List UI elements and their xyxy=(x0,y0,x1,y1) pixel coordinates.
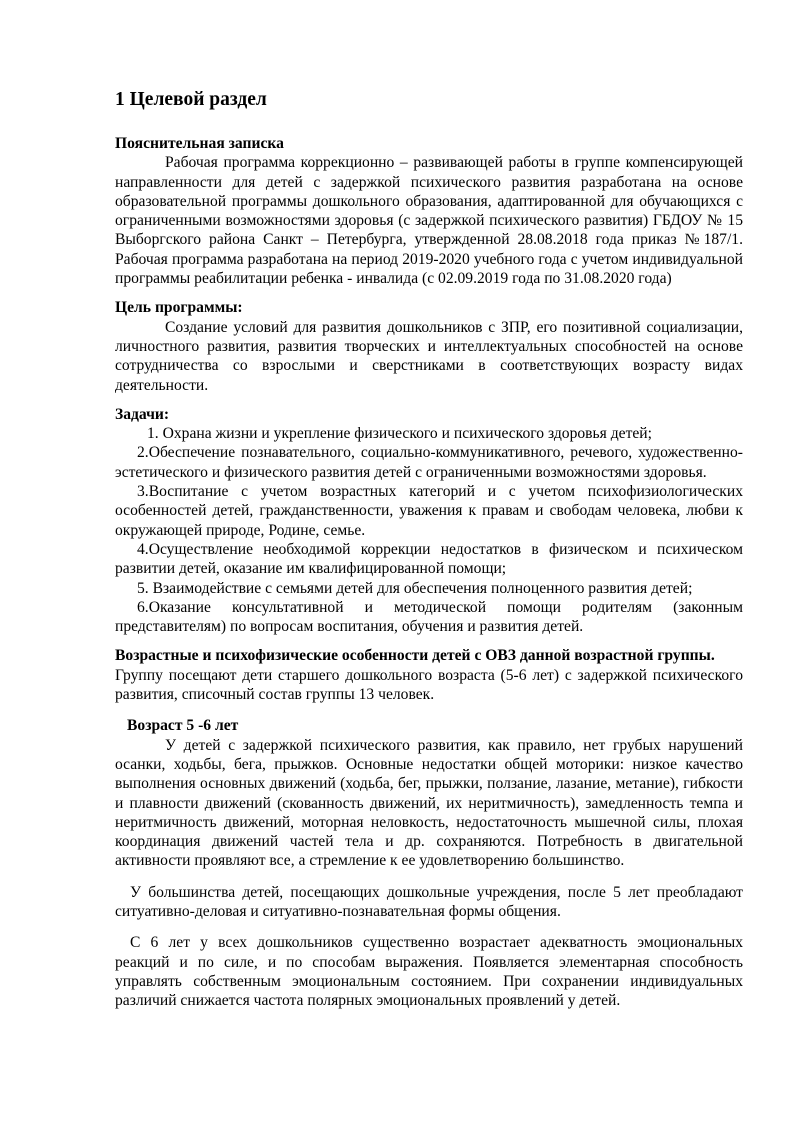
task-item-2: 2.Обеспечение познавательного, социально-коммуникативного, речевого, художественно-эстетического и физического развития детей с ограниченными возможностями здоровья. xyxy=(115,444,743,481)
goal-title: Цель программы: xyxy=(115,299,243,317)
explanatory-note-text: Рабочая программа коррекционно – развивающей работы в группе компенсирующей направленности для детей с задержкой психического развития разработана на основе образовательной программы дошкольного образования, адаптированной для обучающихся с ограниченными возможностями здоровья (с задержкой психического развития) ГБДОУ № 15 Выборгского района Санкт – Петербурга, утвержденной 28.08.2018 года приказ №187/1. Рабочая программа разработана на период 2019-2020 учебного года с учетом индивидуальной программы реабилитации ребенка - инвалида (с 02.09.2019 года по 31.08.2020 года) xyxy=(115,154,743,288)
document-page xyxy=(115,88,743,1010)
age-paragraph-3: С 6 лет у всех дошкольников существенно возрастает адекватность эмоциональных реакций и по силе, и по способам выражения. Появляется элементарная способность управлять собственным эмоциональным состоянием. При сохранении индивидуальных различий снижается частота полярных эмоциональных проявлений у детей. xyxy=(115,934,743,1010)
task-item-4: 4.Осуществление необходимой коррекции недостатков в физическом и психическом развитии детей, оказание им квалифицированной помощи; xyxy=(115,540,743,578)
age-title: Возраст 5 -6 лет xyxy=(127,717,239,735)
age-paragraph-1: У детей с задержкой психического развития, как правило, нет грубых нарушений осанки, ходьбы, бега, прыжков. Основные недостатки общей моторики: низкое качество выполнения основных движений (ходьба, бег, прыжки, ползание, лазание, метание), гибкости и плавности движений (скованность движений, их неритмичность), замедленность темпа и неритмичность движений, моторная неловкость, недостаточность мышечной силы, плохая координация движений частей тела и др. сохраняются. Потребность в двигательной активности проявляют все, а стремление к ее удовлетворению большинство. xyxy=(115,736,743,870)
task-item-6: 6.Оказание консультативной и методической помощи родителям (законным представителям) по вопросам воспитания, обучения и развития детей. xyxy=(115,598,743,636)
features-text: Группу посещают дети старшего дошкольного возраста (5-6 лет) с задержкой психического развития, списочный состав группы 13 человек. xyxy=(115,666,743,704)
features-title: Возрастные и психофизические особенности детей с ОВЗ данной возрастной группы. xyxy=(115,647,715,665)
task-item-5: 5. Взаимодействие с семьями детей для обеспечения полноценного развития детей; xyxy=(137,579,693,597)
section-heading: 1 Целевой раздел xyxy=(115,89,267,110)
age-paragraph-2: У большинства детей, посещающих дошкольные учреждения, после 5 лет преобладают ситуативно-деловая и ситуативно-познавательная формы общения. xyxy=(115,883,743,920)
task-item-1: 1. Охрана жизни и укрепление физического и психического здоровья детей; xyxy=(147,425,652,443)
explanatory-note-title: Пояснительная записка xyxy=(115,135,284,152)
goal-text: Создание условий для развития дошкольников с ЗПР, его позитивной социализации, личностного развития, развития творческих и интеллектуальных способностей на основе сотрудничества со взрослыми и сверстниками в соответствующих возрасту видах деятельности. xyxy=(115,318,743,394)
task-item-3: 3.Воспитание с учетом возрастных категорий и с учетом психофизиологических особенностей детей, гражданственности, уважения к правам и свободам человека, любви к окружающей природе, Родине, семье. xyxy=(115,483,743,539)
tasks-title: Задачи: xyxy=(115,405,170,423)
